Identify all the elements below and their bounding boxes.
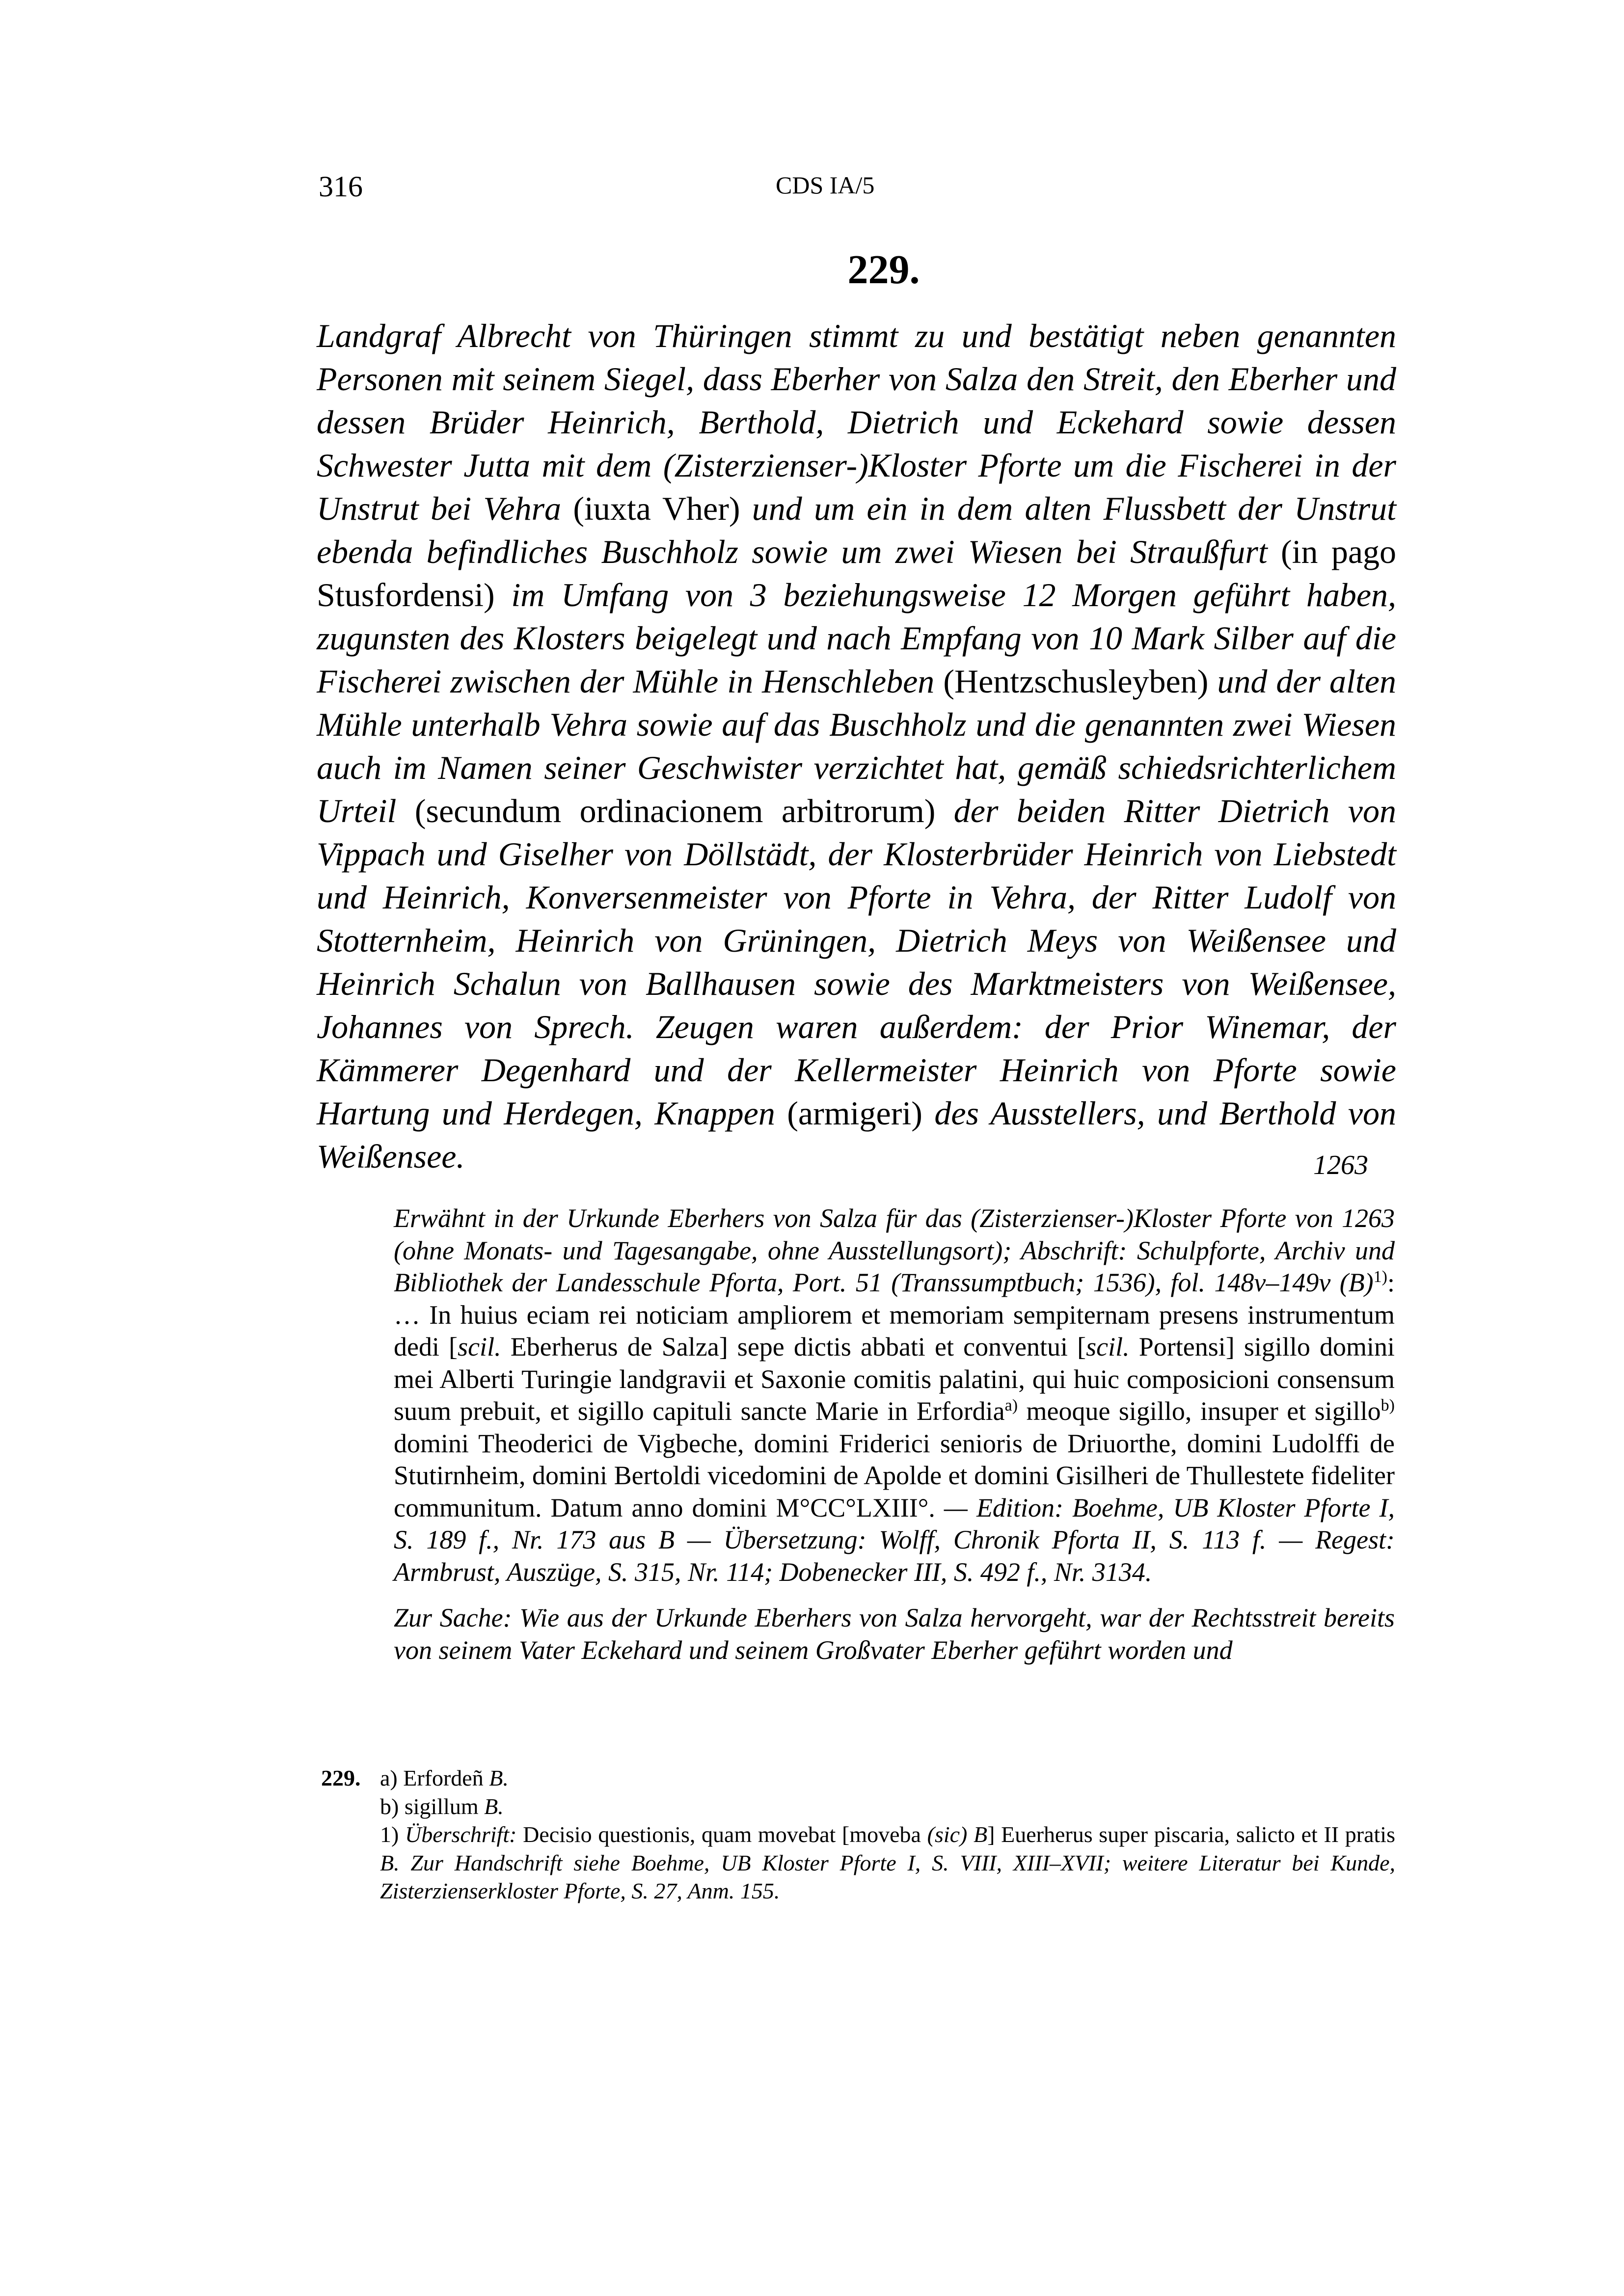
latin-term: (iuxta Vher) — [573, 490, 740, 527]
footnote-text: Erfordeñ — [397, 1765, 489, 1790]
commentary-italic: scil. — [458, 1332, 501, 1362]
commentary-paragraph — [394, 1202, 1395, 1588]
footnote-ref: b) — [1380, 1396, 1395, 1415]
regest-text: des Ausstellers, und Berthold von Weißensee. — [317, 1095, 1397, 1175]
running-head: CDS IA/5 — [776, 171, 875, 199]
document-date: 1263 — [1313, 1150, 1368, 1180]
commentary-paragraph: Zur Sache: Wie aus der Urkunde Eberhers von Salza hervorgeht, war der Rechtsstreit bereits von seinem Vater Eckehard und seinem Großvater Eberher geführt worden und — [394, 1603, 1395, 1665]
footnote-mark: 1) — [380, 1822, 399, 1847]
latin-quote: : … In huius eciam rei noticiam ampliorem et memoriam sempiternam presens instrumentum dedi [ — [394, 1268, 1395, 1362]
footnotes — [321, 1764, 1395, 1905]
latin-term: (Hentzschusleyben) — [943, 663, 1209, 700]
footnote-label: 229. — [321, 1765, 361, 1790]
latin-quote: Portensi] sigillo domini mei Alberti Turingie landgravii et Saxonie comitis palatini, qui huic composicioni consensum suum prebuit, et sigillo capituli sancte Marie in Erfordia — [394, 1332, 1395, 1426]
regest-text: der beiden Ritter Dietrich von Vippach und Giselher von Döllstädt, der Klosterbrüder Heinrich von Liebstedt und Heinrich, Konversenmeister von Pforte in Vehra, der Ritter Ludolf von Stotternheim, Heinrich von Grüningen, Dietrich Meys von Weißensee und Heinrich Schalun von Ballhausen sowie des Marktmeisters von Weißensee, Johannes von Sprech. Zeugen waren außerdem: der Prior Winemar, der Kämmerer Degenhard und der Kellermeister Heinrich von Pforte sowie Hartung und Herdegen, Knappen — [317, 792, 1396, 1132]
footnote-text: (sic) B — [927, 1822, 988, 1847]
footnote-mark: b) — [380, 1793, 399, 1819]
footnote-text: sigillum — [399, 1793, 485, 1819]
footnote-text: Decisio questionis, quam movebat [moveba — [516, 1822, 927, 1847]
regest — [317, 314, 1396, 1178]
regest-text: und der alten Mühle unterhalb Vehra sowie auf das Buschholz und die genannten zwei Wiesen auch im Namen seiner Geschwister verzichtet hat, gemäß schiedsrichterlichem Urteil — [317, 663, 1396, 829]
latin-term: (armigeri) — [787, 1095, 922, 1132]
commentary-italic: Erwähnt in der Urkunde Eberhers von Salza für das (Zisterzienser-)Kloster Pforte von 1263 (ohne Monats- und Tagesangabe, ohne Ausstellungsort); Abschrift: Schulpforte, Archiv und Bibliothek der Landesschule Pforta, Port. 51 (Transsumptbuch; 1536), fol. 148v–149v (B) — [394, 1203, 1395, 1297]
footnote-text: B. Zur Handschrift siehe Boehme, UB Kloster Pforte I, S. VIII, XIII–XVII; weitere Literatur bei Kunde, Zisterzienserkloster Pforte, S. 27, Anm. 155. — [380, 1850, 1395, 1903]
commentary — [394, 1202, 1395, 1666]
latin-term: (in pago Stusfordensi) — [317, 533, 1396, 614]
footnote-b — [380, 1792, 1395, 1821]
latin-quote: meoque sigillo, insuper et sigillo — [1018, 1396, 1381, 1426]
footnote-mark: a) — [380, 1765, 398, 1790]
commentary-italic: — Edition: Boehme, UB Kloster Pforte I, S. 189 f., Nr. 173 aus B — Übersetzung: Wolff, Chronik Pforta II, S. 113 f. — Regest: Armbrust, Auszüge, S. 315, Nr. 114; Dobenecker III, S. 492 f., Nr. 3134. — [394, 1493, 1395, 1587]
footnote-siglum: B. — [484, 1793, 504, 1819]
footnote-text: ] Euerherus super piscaria, salicto et II pratis — [987, 1822, 1395, 1847]
footnote-siglum: B. — [489, 1765, 509, 1790]
latin-quote: domini Theoderici de Vigbeche, domini Friderici senioris de Driuorthe, domini Ludolffi de Stutirnheim, domini Bertoldi vicedomini de Apolde et domini Gisilheri de Thullestete fideliter communitum. Datum anno domini M°CC°LXIII°. — [394, 1428, 1395, 1522]
regest-text: Landgraf Albrecht von Thüringen stimmt zu und bestätigt neben genannten Personen mit seinem Siegel, dass Eberher von Salza den Streit, den Eberher und dessen Brüder Heinrich, Berthold, Dietrich und Eckehard sowie dessen Schwester Jutta mit dem (Zisterzienser-)Kloster Pforte um die Fischerei in der Unstrut bei Vehra — [317, 317, 1396, 527]
latin-term: (secundum ordinacionem arbitrorum) — [414, 792, 936, 829]
footnote-1 — [380, 1820, 1395, 1905]
footnote-text: Überschrift: — [405, 1822, 517, 1847]
footnote-a — [380, 1764, 1395, 1792]
latin-quote: Eberherus de Salza] sepe dictis abbati et conventui [ — [501, 1332, 1086, 1362]
regest-text: im Umfang von 3 beziehungsweise 12 Morgen geführt haben, zugunsten des Klosters beigelegt und nach Empfang von 10 Mark Silber auf die Fischerei zwischen der Mühle in Henschleben — [317, 576, 1396, 700]
footnote-ref: 1) — [1373, 1268, 1387, 1286]
footnote-ref: a) — [1004, 1396, 1018, 1415]
regest-text: und um ein in dem alten Flussbett der Unstrut ebenda befindliches Buschholz sowie um zwei Wiesen bei Straußfurt — [317, 490, 1396, 570]
page-number: 316 — [319, 170, 363, 203]
document-number: 229. — [847, 247, 920, 293]
commentary-italic: scil. — [1086, 1332, 1130, 1362]
